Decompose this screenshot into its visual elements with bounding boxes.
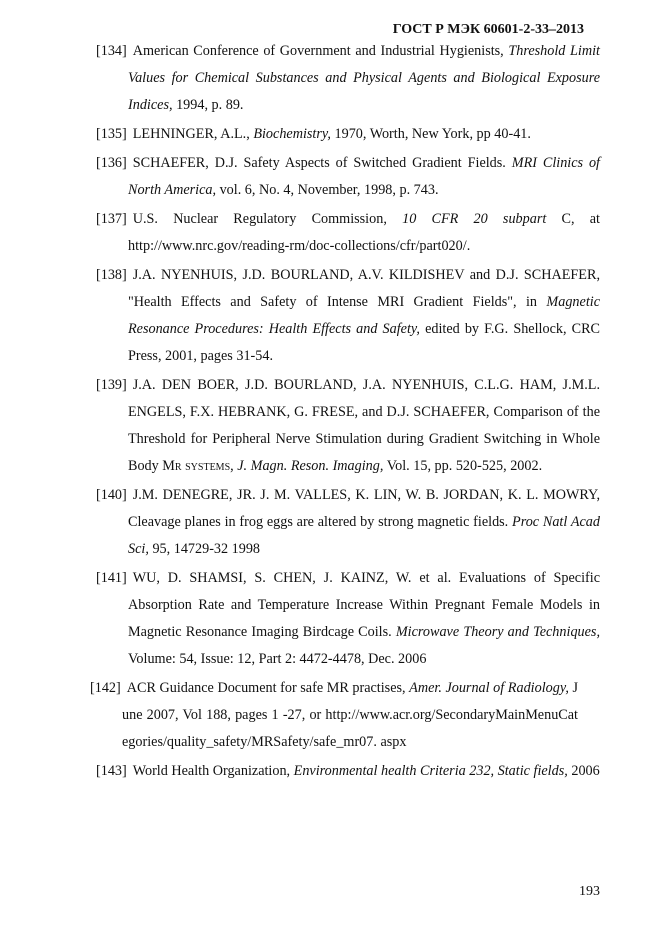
reference-title: Proc Natl Acad Sci,	[128, 514, 600, 557]
reference-138	[96, 262, 600, 370]
reference-text: SCHAEFER, D.J. Safety Aspects of Switched Gradient Fields.	[132, 155, 512, 171]
reference-title: Magnetic Resonance Procedures: Health Effects and Safety,	[128, 294, 600, 337]
reference-smallcaps: r systems	[174, 458, 231, 474]
reference-text: LEHNINGER, A.L.,	[132, 126, 254, 142]
reference-details: vol. 6, No. 4, November, 1998, p. 743.	[216, 182, 439, 198]
reference-137	[96, 206, 600, 260]
reference-number: [138]	[96, 267, 127, 283]
reference-143	[96, 758, 600, 785]
reference-details: Vol. 15, pp. 520-525, 2002.	[383, 458, 543, 474]
reference-number: [139]	[96, 377, 127, 393]
reference-title: MRI Clinics of North America,	[128, 155, 600, 198]
reference-text: ACR Guidance Document for safe MR practises,	[126, 680, 410, 696]
reference-number: [141]	[96, 570, 127, 586]
reference-text: U.S. Nuclear Regulatory Commission,	[132, 211, 403, 227]
reference-title: Amer. Journal of Radiology,	[409, 680, 569, 696]
reference-details: edited by F.G. Shellock, CRC Press, 2001, pages 31-54.	[128, 321, 600, 364]
reference-number: [140]	[96, 487, 127, 503]
reference-details: June 2007, Vol 188, pages 1 -27, or http://www.acr.org/SecondaryMainMenuCategories/quality_safety/MRSafety/safe_mr07. aspx	[122, 680, 579, 750]
reference-details: Volume: 54, Issue: 12, Part 2: 4472-4478, Dec. 2006	[128, 651, 427, 667]
reference-number: [137]	[96, 211, 127, 227]
reference-text: J.A. NYENHUIS, J.D. BOURLAND, A.V. KILDISHEV and D.J. SCHAEFER, "Health Effects and Safety of Intense MRI Gradient Fields", in	[128, 267, 600, 310]
reference-separator: ,	[230, 458, 238, 474]
page-number: 193	[579, 884, 600, 899]
reference-134	[96, 38, 600, 119]
reference-details: 1994, p. 89.	[172, 97, 244, 113]
reference-details: 95, 14729-32 1998	[148, 541, 261, 557]
reference-title: Microwave Theory and Techniques,	[395, 624, 600, 640]
reference-title: Biochemistry,	[253, 126, 331, 142]
reference-details: C, at http://www.nrc.gov/reading-rm/doc-collections/cfr/part020/.	[128, 211, 600, 254]
reference-text: World Health Organization,	[132, 763, 294, 779]
reference-details: 2006	[567, 763, 600, 779]
reference-title: Threshold Limit Values for Chemical Substances and Physical Agents and Biological Exposure Indices,	[128, 43, 600, 113]
reference-details: 1970, Worth, New York, pp 40-41.	[330, 126, 531, 142]
reference-text: WU, D. SHAMSI, S. CHEN, J. KAINZ, W. et al. Evaluations of Specific Absorption Rate and Temperature Increase Within Pregnant Female Models in Magnetic Resonance Imaging Birdcage Coils.	[128, 570, 600, 640]
reference-number: [142]	[90, 680, 121, 696]
reference-list	[90, 38, 600, 787]
document-header: ГОСТ Р МЭК 60601-2-33–2013	[392, 22, 584, 37]
reference-139	[96, 372, 600, 480]
reference-text: J.M. DENEGRE, JR. J. M. VALLES, K. LIN, W. B. JORDAN, K. L. MOWRY, Cleavage planes in frog eggs are altered by strong magnetic fields.	[128, 487, 600, 530]
reference-text: American Conference of Government and Industrial Hygienists,	[132, 43, 509, 59]
reference-title: 10 CFR 20 subpart	[402, 211, 547, 227]
reference-number: [143]	[96, 763, 127, 779]
reference-135	[96, 121, 600, 148]
reference-title: J. Magn. Reson. Imaging,	[237, 458, 384, 474]
reference-141	[96, 565, 600, 673]
reference-136	[96, 150, 600, 204]
reference-number: [136]	[96, 155, 127, 171]
reference-140	[96, 482, 600, 563]
reference-number: [135]	[96, 126, 127, 142]
reference-title: Environmental health Criteria 232, Static fields,	[293, 763, 568, 779]
reference-number: [134]	[96, 43, 127, 59]
reference-text: J.A. DEN BOER, J.D. BOURLAND, J.A. NYENHUIS, C.L.G. HAM, J.M.L. ENGELS, F.X. HEBRANK, G. FRESE, and D.J. SCHAEFER, Comparison of the Threshold for Peripheral Nerve Stimulation during Gradient Switching in Whole Body M	[128, 377, 600, 474]
reference-142	[90, 675, 578, 756]
